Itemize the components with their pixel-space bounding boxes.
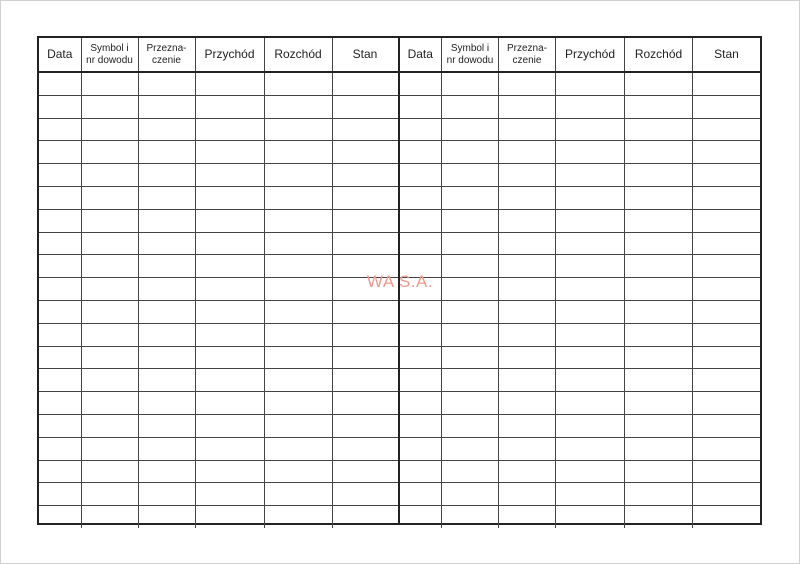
table-cell[interactable] (264, 141, 332, 164)
table-cell[interactable] (556, 483, 625, 506)
table-cell[interactable] (39, 209, 81, 232)
table-cell[interactable] (138, 437, 195, 460)
table-cell[interactable] (400, 483, 442, 506)
table-cell[interactable] (693, 232, 761, 255)
column-header: Symbol i nr dowodu (81, 38, 138, 72)
table-cell[interactable] (39, 460, 81, 483)
table-row (400, 437, 761, 460)
table-cell[interactable] (625, 346, 693, 369)
table-cell[interactable] (556, 118, 625, 141)
table-row (400, 506, 761, 528)
table-row (400, 483, 761, 506)
table-cell[interactable] (264, 414, 332, 437)
table-cell[interactable] (264, 118, 332, 141)
table-cell[interactable] (499, 346, 556, 369)
table-row (400, 164, 761, 187)
table-cell[interactable] (264, 392, 332, 415)
table-cell[interactable] (332, 460, 398, 483)
table-cell[interactable] (138, 300, 195, 323)
column-header: Rozchód (625, 38, 693, 72)
table-cell[interactable] (138, 506, 195, 528)
table-cell[interactable] (138, 209, 195, 232)
table-cell[interactable] (81, 369, 138, 392)
table-cell[interactable] (81, 232, 138, 255)
table-cell[interactable] (332, 118, 398, 141)
table-cell[interactable] (81, 95, 138, 118)
table-cell[interactable] (400, 164, 442, 187)
table-cell[interactable] (693, 164, 761, 187)
table-cell[interactable] (264, 437, 332, 460)
table-cell[interactable] (138, 323, 195, 346)
table-cell[interactable] (442, 323, 499, 346)
table-cell[interactable] (195, 414, 264, 437)
table-cell[interactable] (81, 346, 138, 369)
table-row (400, 346, 761, 369)
header-row (400, 38, 761, 72)
table-row (39, 209, 398, 232)
table-cell[interactable] (693, 346, 761, 369)
table-cell[interactable] (138, 164, 195, 187)
table-cell[interactable] (556, 506, 625, 528)
table-cell[interactable] (138, 460, 195, 483)
table-cell[interactable] (693, 437, 761, 460)
table-cell[interactable] (400, 209, 442, 232)
table-cell[interactable] (556, 323, 625, 346)
table-cell[interactable] (332, 232, 398, 255)
table-cell[interactable] (195, 346, 264, 369)
table-row (39, 232, 398, 255)
table-cell[interactable] (442, 232, 499, 255)
table-row (39, 72, 398, 95)
table-cell[interactable] (39, 300, 81, 323)
table-cell[interactable] (81, 437, 138, 460)
table-cell[interactable] (625, 414, 693, 437)
table-cell[interactable] (442, 118, 499, 141)
table-cell[interactable] (556, 141, 625, 164)
table-cell[interactable] (499, 118, 556, 141)
table-cell[interactable] (625, 483, 693, 506)
table-cell[interactable] (332, 300, 398, 323)
table-row (39, 369, 398, 392)
table-cell[interactable] (499, 460, 556, 483)
table-cell[interactable] (693, 186, 761, 209)
table-cell[interactable] (81, 323, 138, 346)
table-cell[interactable] (138, 95, 195, 118)
table-cell[interactable] (693, 300, 761, 323)
table-cell[interactable] (442, 164, 499, 187)
column-header: Stan (693, 38, 761, 72)
table-row (400, 118, 761, 141)
table-row (400, 141, 761, 164)
table-row (39, 141, 398, 164)
table-cell[interactable] (81, 72, 138, 95)
table-cell[interactable] (264, 369, 332, 392)
column-header: Stan (332, 38, 398, 72)
table-cell[interactable] (625, 95, 693, 118)
table-cell[interactable] (400, 506, 442, 528)
watermark-text: WA S.A. (366, 272, 434, 291)
table-cell[interactable] (264, 95, 332, 118)
table-cell[interactable] (81, 414, 138, 437)
table-cell[interactable] (556, 437, 625, 460)
table-cell[interactable] (499, 186, 556, 209)
table-cell[interactable] (195, 392, 264, 415)
table-row (39, 414, 398, 437)
table-cell[interactable] (442, 392, 499, 415)
table-cell[interactable] (442, 141, 499, 164)
table-row (400, 323, 761, 346)
table-cell[interactable] (39, 95, 81, 118)
table-cell[interactable] (499, 164, 556, 187)
table-cell[interactable] (400, 300, 442, 323)
table-cell[interactable] (400, 437, 442, 460)
table-row (400, 232, 761, 255)
table-cell[interactable] (442, 460, 499, 483)
table-cell[interactable] (39, 164, 81, 187)
table-cell[interactable] (39, 186, 81, 209)
table-cell[interactable] (264, 483, 332, 506)
table-cell[interactable] (442, 506, 499, 528)
table-cell[interactable] (625, 164, 693, 187)
table-cell[interactable] (39, 232, 81, 255)
table-cell[interactable] (625, 232, 693, 255)
table-cell[interactable] (499, 232, 556, 255)
table-cell[interactable] (332, 186, 398, 209)
table-cell[interactable] (264, 300, 332, 323)
table-cell[interactable] (332, 323, 398, 346)
table-cell[interactable] (264, 506, 332, 528)
table-cell[interactable] (693, 506, 761, 528)
table-cell[interactable] (442, 369, 499, 392)
table-cell[interactable] (332, 209, 398, 232)
table-cell[interactable] (400, 118, 442, 141)
table-cell[interactable] (138, 414, 195, 437)
table-cell[interactable] (625, 506, 693, 528)
table-cell[interactable] (625, 369, 693, 392)
table-row (400, 186, 761, 209)
table-cell[interactable] (81, 209, 138, 232)
table-cell[interactable] (138, 118, 195, 141)
table-cell[interactable] (442, 186, 499, 209)
table-cell[interactable] (442, 414, 499, 437)
table-cell[interactable] (499, 392, 556, 415)
table-cell[interactable] (400, 232, 442, 255)
table-cell[interactable] (81, 506, 138, 528)
table-cell[interactable] (625, 141, 693, 164)
table-cell[interactable] (556, 72, 625, 95)
column-header: Przezna- czenie (138, 38, 195, 72)
table-cell[interactable] (400, 323, 442, 346)
column-header: Data (39, 38, 81, 72)
table-cell[interactable] (400, 369, 442, 392)
table-cell[interactable] (138, 369, 195, 392)
table-cell[interactable] (39, 437, 81, 460)
table-cell[interactable] (625, 72, 693, 95)
table-cell[interactable] (39, 369, 81, 392)
table-cell[interactable] (138, 72, 195, 95)
table-cell[interactable] (556, 300, 625, 323)
table-row (400, 209, 761, 232)
table-cell[interactable] (138, 141, 195, 164)
table-cell[interactable] (332, 506, 398, 528)
table-cell[interactable] (625, 323, 693, 346)
table-cell[interactable] (195, 483, 264, 506)
table-cell[interactable] (693, 209, 761, 232)
table-cell[interactable] (400, 346, 442, 369)
table-cell[interactable] (499, 209, 556, 232)
table-row (400, 460, 761, 483)
table-cell[interactable] (400, 72, 442, 95)
table-cell[interactable] (332, 483, 398, 506)
table-cell[interactable] (81, 460, 138, 483)
table-row (400, 392, 761, 415)
column-header: Przychód (556, 38, 625, 72)
table-cell[interactable] (442, 72, 499, 95)
table-cell[interactable] (332, 72, 398, 95)
table-cell[interactable] (81, 300, 138, 323)
table-cell[interactable] (556, 460, 625, 483)
table-cell[interactable] (39, 483, 81, 506)
table-row (400, 300, 761, 323)
table-cell[interactable] (693, 369, 761, 392)
table-row (39, 323, 398, 346)
table-cell[interactable] (400, 141, 442, 164)
table-cell[interactable] (81, 164, 138, 187)
table-cell[interactable] (332, 392, 398, 415)
table-cell[interactable] (195, 437, 264, 460)
table-cell[interactable] (442, 346, 499, 369)
table-cell[interactable] (195, 369, 264, 392)
table-cell[interactable] (400, 414, 442, 437)
table-row (39, 95, 398, 118)
table-cell[interactable] (195, 209, 264, 232)
table-cell[interactable] (625, 186, 693, 209)
table-row (400, 414, 761, 437)
table-cell[interactable] (693, 460, 761, 483)
table-cell[interactable] (693, 392, 761, 415)
table-cell[interactable] (556, 392, 625, 415)
table-row (39, 506, 398, 528)
table-cell[interactable] (693, 323, 761, 346)
table-cell[interactable] (499, 72, 556, 95)
table-cell[interactable] (499, 437, 556, 460)
table-cell[interactable] (195, 506, 264, 528)
column-header: Data (400, 38, 442, 72)
table-cell[interactable] (138, 232, 195, 255)
table-cell[interactable] (442, 483, 499, 506)
table-cell[interactable] (195, 118, 264, 141)
table-cell[interactable] (264, 232, 332, 255)
table-cell[interactable] (400, 186, 442, 209)
table-cell[interactable] (499, 483, 556, 506)
table-cell[interactable] (625, 460, 693, 483)
table-cell[interactable] (195, 72, 264, 95)
table-row (39, 483, 398, 506)
table-cell[interactable] (138, 392, 195, 415)
table-row (39, 437, 398, 460)
table-cell[interactable] (195, 323, 264, 346)
table-cell[interactable] (81, 141, 138, 164)
table-cell[interactable] (195, 141, 264, 164)
table-cell[interactable] (693, 72, 761, 95)
table-cell[interactable] (556, 414, 625, 437)
table-cell[interactable] (499, 300, 556, 323)
table-cell[interactable] (39, 392, 81, 415)
table-cell[interactable] (499, 95, 556, 118)
table-cell[interactable] (195, 95, 264, 118)
column-header: Przezna- czenie (499, 38, 556, 72)
table-cell[interactable] (332, 164, 398, 187)
table-cell[interactable] (39, 118, 81, 141)
table-cell[interactable] (81, 118, 138, 141)
table-cell[interactable] (332, 346, 398, 369)
table-cell[interactable] (332, 414, 398, 437)
table-cell[interactable] (332, 369, 398, 392)
table-cell[interactable] (625, 437, 693, 460)
table-cell[interactable] (442, 209, 499, 232)
table-cell[interactable] (195, 232, 264, 255)
table-cell[interactable] (264, 323, 332, 346)
table-cell[interactable] (556, 346, 625, 369)
table-cell[interactable] (625, 209, 693, 232)
table-cell[interactable] (625, 300, 693, 323)
table-cell[interactable] (264, 209, 332, 232)
table-cell[interactable] (138, 186, 195, 209)
table-cell[interactable] (556, 164, 625, 187)
table-row (400, 95, 761, 118)
table-cell[interactable] (138, 346, 195, 369)
table-row (39, 186, 398, 209)
table-cell[interactable] (264, 72, 332, 95)
table-cell[interactable] (195, 460, 264, 483)
table-cell[interactable] (81, 392, 138, 415)
table-row (400, 72, 761, 95)
table-row (39, 164, 398, 187)
table-row (39, 118, 398, 141)
table-cell[interactable] (556, 186, 625, 209)
table-cell[interactable] (81, 186, 138, 209)
table-row (39, 392, 398, 415)
table-cell[interactable] (442, 95, 499, 118)
table-cell[interactable] (195, 164, 264, 187)
table-cell[interactable] (195, 186, 264, 209)
table-cell[interactable] (625, 392, 693, 415)
table-cell[interactable] (332, 141, 398, 164)
table-row (39, 460, 398, 483)
table-cell[interactable] (39, 506, 81, 528)
table-cell[interactable] (39, 346, 81, 369)
table-cell[interactable] (693, 95, 761, 118)
table-cell[interactable] (39, 323, 81, 346)
table-cell[interactable] (264, 346, 332, 369)
table-cell[interactable] (400, 460, 442, 483)
column-header: Rozchód (264, 38, 332, 72)
column-header: Symbol i nr dowodu (442, 38, 499, 72)
table-cell[interactable] (499, 506, 556, 528)
table-cell[interactable] (693, 118, 761, 141)
table-cell[interactable] (693, 414, 761, 437)
table-cell[interactable] (400, 392, 442, 415)
table-cell[interactable] (442, 437, 499, 460)
table-cell[interactable] (332, 95, 398, 118)
table-cell[interactable] (499, 414, 556, 437)
table-cell[interactable] (693, 483, 761, 506)
table-cell[interactable] (499, 141, 556, 164)
table-cell[interactable] (332, 437, 398, 460)
table-cell[interactable] (264, 186, 332, 209)
table-cell[interactable] (556, 369, 625, 392)
table-row (400, 369, 761, 392)
table-row (39, 346, 398, 369)
table-cell[interactable] (499, 369, 556, 392)
table-cell[interactable] (81, 483, 138, 506)
table-cell[interactable] (39, 72, 81, 95)
table-row (39, 300, 398, 323)
table-cell[interactable] (693, 141, 761, 164)
table-cell[interactable] (556, 209, 625, 232)
column-header: Przychód (195, 38, 264, 72)
table-cell[interactable] (138, 483, 195, 506)
table-cell[interactable] (556, 95, 625, 118)
table-cell[interactable] (264, 460, 332, 483)
table-cell[interactable] (400, 95, 442, 118)
table-cell[interactable] (499, 323, 556, 346)
table-cell[interactable] (264, 164, 332, 187)
table-cell[interactable] (39, 414, 81, 437)
table-cell[interactable] (195, 300, 264, 323)
table-cell[interactable] (556, 232, 625, 255)
table-cell[interactable] (442, 300, 499, 323)
table-cell[interactable] (39, 141, 81, 164)
table-cell[interactable] (625, 118, 693, 141)
header-row (39, 38, 398, 72)
